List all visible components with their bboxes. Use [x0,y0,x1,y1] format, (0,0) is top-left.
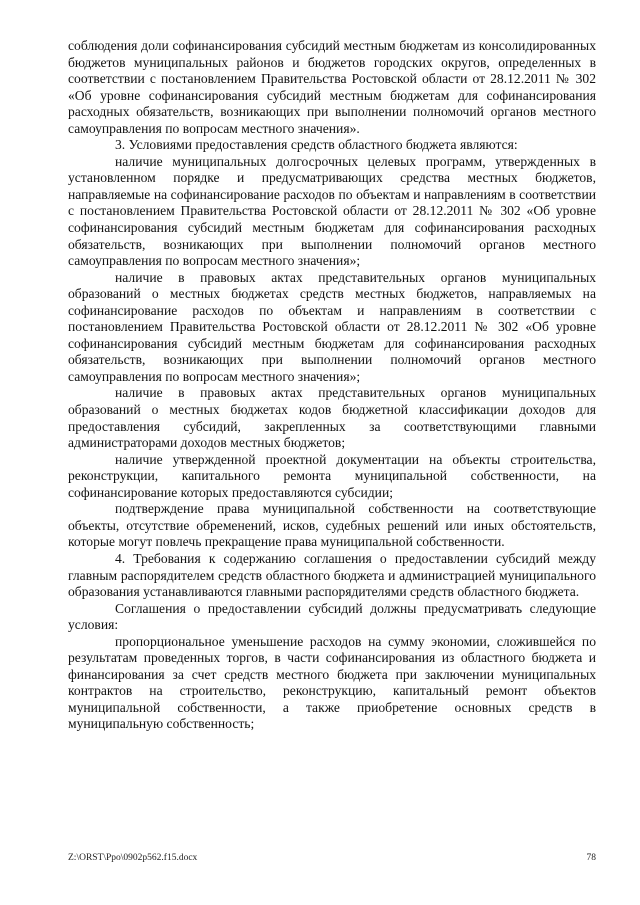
paragraph: соблюдения доли софинансирования субсидий местным бюджетам из консолидированных бюджетов муниципальных районов и бюджетов городских округов, определенных в соответствии с постановлением Правительства Ростовской области от 28.12.2011 № 302 «Об уровне софинансирования субсидий местным бюджетам для софинансирования расходных обязательств, возникающих при выполнении полномочий органов местного самоуправления по вопросам местного значения». [68,38,596,136]
paragraph: наличие в правовых актах представительных органов муниципальных образований о местных бюджетах средств местных бюджетов, направляемых на софинансирование расходов по объектам и направлениям в соответствии с постановлением Правительства Ростовской области от 28.12.2011 № 302 «Об уровне софинансирования субсидий местным бюджетам для софинансирования расходных обязательств, возникающих при выполнении полномочий органов местного самоуправления по вопросам местного значения»; [68,269,596,384]
paragraph: подтверждение права муниципальной собственности на соответствующие объекты, отсутствие обременений, исков, судебных решений или иных обстоятельств, которые могут повлечь прекращение права муниципальной собственности. [68,501,596,550]
footer-file-path: Z:\ORST\Ppo\0902p562.f15.docx [68,853,198,863]
paragraph: наличие утвержденной проектной документации на объекты строительства, реконструкции, капитального ремонта муниципальной собственности, на софинансирование которых предоставляются субсидии; [68,451,596,500]
paragraph: наличие в правовых актах представительных органов муниципальных образований о местных бюджетах кодов бюджетной классификации доходов для предоставления субсидий, закрепленных за соответствующими главными администраторами доходов местных бюджетов; [68,385,596,451]
paragraph: наличие муниципальных долгосрочных целевых программ, утвержденных в установленном порядке и предусматривающих средства местных бюджетов, направляемые на софинансирование расходов по объектам и направлениям в соответствии с постановлением Правительства Ростовской области от 28.12.2011 № 302 «Об уровне софинансирования субсидий местным бюджетам для софинансирования расходных обязательств, возникающих при выполнении полномочий органов местного самоуправления по вопросам местного значения»; [68,153,596,269]
paragraph: 3. Условиями предоставления средств областного бюджета являются: [115,137,518,153]
document-body [68,38,596,733]
paragraph: пропорциональное уменьшение расходов на сумму экономии, сложившейся по результатам проведенных торгов, в части софинансирования из областного бюджета и финансирования за счет средств местного бюджета при заключении муниципальных контрактов на строительство, реконструкцию, капитальный ремонт объектов муниципальной собственности, а также приобретение основных средств в муниципальную собственность; [68,633,596,732]
page-footer [68,853,596,863]
paragraph: Соглашения о предоставлении субсидий должны предусматривать следующие условия: [68,600,596,633]
page-number: 78 [586,853,596,863]
paragraph: 4. Требования к содержанию соглашения о предоставлении субсидий между главным распорядителем средств областного бюджета и администрацией муниципального образования устанавливаются главными распорядителями средств областного бюджета. [68,550,596,600]
